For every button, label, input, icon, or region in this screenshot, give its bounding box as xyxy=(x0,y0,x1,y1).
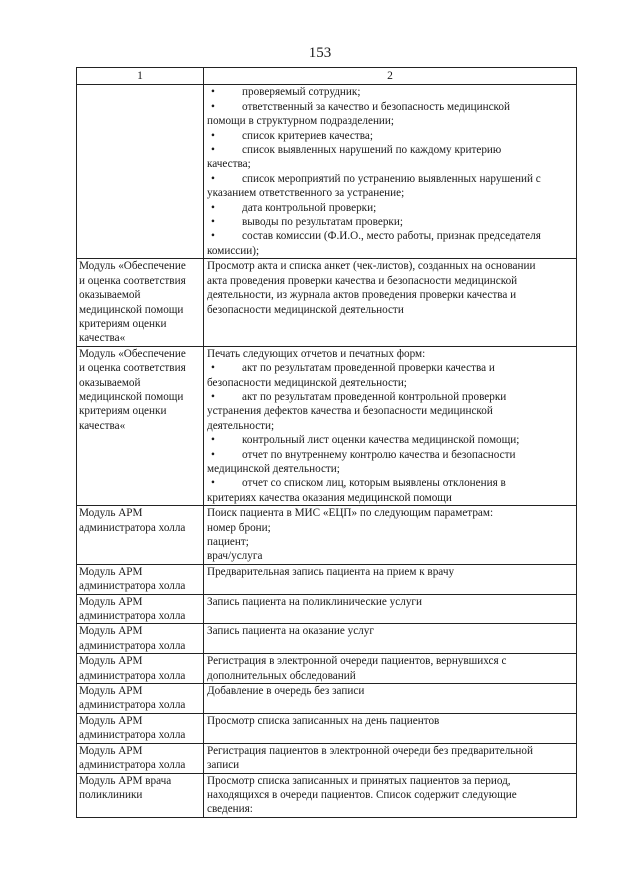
bullet-text: выводы по результатам проверки; xyxy=(242,216,403,229)
table-row xyxy=(77,259,577,346)
module-name-cell xyxy=(77,594,204,624)
function-description-cell xyxy=(204,713,577,743)
column-header-1: 1 xyxy=(77,68,204,85)
bullet-icon xyxy=(207,100,242,114)
description-line: деятельности, из журнала актов проведения проверки качества и xyxy=(207,289,517,302)
description-line: записи xyxy=(207,759,240,772)
bullet-icon xyxy=(207,129,242,143)
description-line: дополнительных обследований xyxy=(207,669,356,682)
description-line: Регистрация в электронной очереди пациентов, вернувшихся с xyxy=(207,655,507,668)
description-line: Печать следующих отчетов и печатных форм: xyxy=(207,347,426,360)
module-name-line: Модуль АРМ xyxy=(79,595,143,608)
bullet-item xyxy=(207,433,573,447)
bullet-icon xyxy=(207,361,242,375)
bullet-item xyxy=(207,172,573,186)
module-name-line: администратора холла xyxy=(79,699,186,712)
module-name-line: оказываемой xyxy=(79,376,141,389)
description-line: Просмотр списка записанных на день пациентов xyxy=(207,714,440,727)
bullet-icon xyxy=(207,390,242,404)
module-name-line: качества« xyxy=(79,332,126,345)
module-name-cell xyxy=(77,564,204,594)
bullet-text: список критериев качества; xyxy=(242,129,373,142)
function-description-cell xyxy=(204,684,577,714)
module-name-line: администратора холла xyxy=(79,669,186,682)
description-line: безопасности медицинской деятельности; xyxy=(207,376,407,389)
description-line: Поиск пациента в МИС «ЕЦП» по следующим параметрам: xyxy=(207,507,494,520)
bullet-text: проверяемый сотрудник; xyxy=(242,86,361,99)
module-name-line: Модуль АРМ xyxy=(79,507,143,520)
bullet-icon xyxy=(207,201,242,215)
description-line: врач/услуга xyxy=(207,550,263,563)
description-line: комиссии); xyxy=(207,244,260,257)
description-line: медицинской деятельности; xyxy=(207,462,340,475)
description-line: устранения дефектов качества и безопасности медицинской xyxy=(207,405,493,418)
bullet-item xyxy=(207,229,573,243)
table-row xyxy=(77,346,577,505)
bullet-icon xyxy=(207,229,242,243)
bullet-icon xyxy=(207,85,242,99)
module-name-cell xyxy=(77,624,204,654)
bullet-text: контрольный лист оценки качества медицинской помощи; xyxy=(242,434,520,447)
bullet-icon xyxy=(207,215,242,229)
function-description-cell xyxy=(204,85,577,259)
function-description-cell xyxy=(204,564,577,594)
bullet-text: список выявленных нарушений по каждому критерию xyxy=(242,144,502,157)
description-line: критериях качества оказания медицинской помощи xyxy=(207,491,452,504)
bullet-icon xyxy=(207,448,242,462)
function-description-cell xyxy=(204,624,577,654)
bullet-icon xyxy=(207,476,242,490)
bullet-text: акт по результатам проведенной контрольной проверки xyxy=(242,390,507,403)
module-name-line: Модуль АРМ xyxy=(79,565,143,578)
description-line: деятельности; xyxy=(207,419,275,432)
description-line: Добавление в очередь без записи xyxy=(207,685,365,698)
description-line: Просмотр списка записанных и принятых пациентов за период, xyxy=(207,774,511,787)
module-name-line: критериям оценки xyxy=(79,405,167,418)
description-line: безопасности медицинской деятельности xyxy=(207,303,404,316)
description-line: Предварительная запись пациента на прием к врачу xyxy=(207,565,455,578)
function-description-cell xyxy=(204,346,577,505)
bullet-text: ответственный за качество и безопасность медицинской xyxy=(242,100,511,113)
table-row xyxy=(77,85,577,259)
description-line: Просмотр акта и списка анкет (чек-листов), созданных на основании xyxy=(207,260,536,273)
description-line: качества; xyxy=(207,158,251,171)
module-name-line: медицинской помощи xyxy=(79,390,184,403)
description-line: Запись пациента на поликлинические услуги xyxy=(207,595,422,608)
module-name-line: Модуль «Обеспечение xyxy=(79,347,186,360)
requirements-table xyxy=(76,67,577,818)
page-number: 153 xyxy=(308,45,332,61)
table-row xyxy=(77,654,577,684)
module-name-line: администратора холла xyxy=(79,729,186,742)
description-line: указанием ответственного за устранение; xyxy=(207,187,405,200)
function-description-cell xyxy=(204,594,577,624)
bullet-text: дата контрольной проверки; xyxy=(242,201,377,214)
module-name-line: качества« xyxy=(79,419,126,432)
bullet-text: отчет со списком лиц, которым выявлены отклонения в xyxy=(242,477,506,490)
bullet-text: отчет по внутреннему контролю качества и безопасности xyxy=(242,448,516,461)
description-line: находящихся в очереди пациентов. Список содержит следующие xyxy=(207,788,517,801)
table-body xyxy=(77,85,577,817)
module-name-line: Модуль АРМ xyxy=(79,714,143,727)
module-name-line: Модуль «Обеспечение xyxy=(79,260,186,273)
bullet-item xyxy=(207,129,573,143)
description-line: Запись пациента на оказание услуг xyxy=(207,625,374,638)
module-name-line: Модуль АРМ xyxy=(79,685,143,698)
bullet-item xyxy=(207,100,573,114)
module-name-line: администратора холла xyxy=(79,580,186,593)
function-description-cell xyxy=(204,259,577,346)
module-name-line: администратора холла xyxy=(79,521,186,534)
bullet-text: акт по результатам проведенной проверки качества и xyxy=(242,362,495,375)
table-row xyxy=(77,594,577,624)
bullet-icon xyxy=(207,143,242,157)
function-description-cell xyxy=(204,773,577,817)
module-name-line: медицинской помощи xyxy=(79,303,184,316)
module-name-cell xyxy=(77,684,204,714)
module-name-line: Модуль АРМ врача xyxy=(79,774,172,787)
table-header-row xyxy=(77,68,577,85)
module-name-line: администратора холла xyxy=(79,610,186,623)
bullet-icon xyxy=(207,172,242,186)
module-name-line: и оценка соответствия xyxy=(79,362,186,375)
bullet-icon xyxy=(207,433,242,447)
table-row xyxy=(77,624,577,654)
bullet-item xyxy=(207,390,573,404)
table-row xyxy=(77,713,577,743)
function-description-cell xyxy=(204,506,577,565)
module-name-cell xyxy=(77,85,204,259)
module-name-cell xyxy=(77,654,204,684)
bullet-item xyxy=(207,476,573,490)
bullet-text: список мероприятий по устранению выявленных нарушений с xyxy=(242,172,541,185)
description-line: сведения: xyxy=(207,803,253,816)
module-name-cell xyxy=(77,773,204,817)
description-line: номер брони; xyxy=(207,521,271,534)
module-name-line: администратора холла xyxy=(79,639,186,652)
column-header-2: 2 xyxy=(204,68,577,85)
bullet-item xyxy=(207,201,573,215)
module-name-line: и оценка соответствия xyxy=(79,274,186,287)
bullet-item xyxy=(207,361,573,375)
bullet-item xyxy=(207,143,573,157)
module-name-line: поликлиники xyxy=(79,788,143,801)
table-row xyxy=(77,773,577,817)
bullet-item xyxy=(207,448,573,462)
module-name-cell xyxy=(77,346,204,505)
module-name-line: Модуль АРМ xyxy=(79,655,143,668)
module-name-line: оказываемой xyxy=(79,289,141,302)
module-name-line: Модуль АРМ xyxy=(79,744,143,757)
bullet-item xyxy=(207,85,573,99)
description-line: пациент; xyxy=(207,536,249,548)
module-name-cell xyxy=(77,506,204,565)
table-row xyxy=(77,564,577,594)
module-name-cell xyxy=(77,259,204,346)
bullet-item xyxy=(207,215,573,229)
function-description-cell xyxy=(204,654,577,684)
module-name-cell xyxy=(77,743,204,773)
module-name-line: критериям оценки xyxy=(79,317,167,330)
module-name-cell xyxy=(77,713,204,743)
description-line: акта проведения проверки качества и безопасности медицинской xyxy=(207,274,518,287)
table-row xyxy=(77,684,577,714)
function-description-cell xyxy=(204,743,577,773)
description-line: помощи в структурном подразделении; xyxy=(207,115,395,128)
bullet-text: состав комиссии (Ф.И.О., место работы, признак председателя xyxy=(242,230,541,243)
module-name-line: администратора холла xyxy=(79,759,186,772)
table-row xyxy=(77,506,577,565)
module-name-line: Модуль АРМ xyxy=(79,625,143,638)
table-row xyxy=(77,743,577,773)
description-line: Регистрация пациентов в электронной очереди без предварительной xyxy=(207,744,533,757)
